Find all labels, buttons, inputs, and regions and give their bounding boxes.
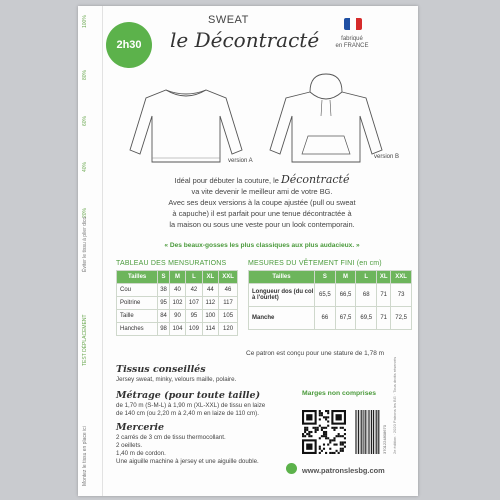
table-row [117,323,238,336]
table-cell: 95 [186,310,202,323]
table-cell: 114 [202,323,218,336]
finished-table-title: MESURES DU VÊTEMENT FINI (en cm) [248,260,382,267]
notion-item: Une aiguille machine à jersey et une aiguille double. [116,458,259,465]
table-cell: 90 [169,310,185,323]
table-row [249,284,412,307]
table-cell: 40 [169,284,185,297]
edition-note: 2e édition · 2020 Patrons les BG · Tous droits réservés [392,356,397,454]
yardage-text [116,402,316,418]
column-header: Tailles [117,271,158,284]
table-row [117,297,238,310]
version-b-label: version B [374,154,400,160]
table-cell: 69,5 [356,307,377,330]
column-header: Tailles [249,271,315,284]
yardage-line: de 1,70 m (S-M-L) à 1,90 m (XL-XXL) de tissu en laize [116,402,266,409]
tagline-quote: « Des beaux-gosses les plus classiques aux plus audacieux. » [164,242,360,249]
intro-line: à capuche) il est parfait pour une tenue décontractée à [172,209,352,218]
qr-code-icon[interactable] [302,410,346,454]
column-header: S [158,271,169,284]
table-cell: 84 [158,310,169,323]
table-cell: 38 [158,284,169,297]
intro-line1-text: Idéal pour débuter la couture, le [174,176,281,185]
scale-mark: 80% [82,69,88,80]
table-cell: 102 [169,297,185,310]
notion-item: 2 oeillets. [116,442,143,449]
table-cell: 105 [219,310,238,323]
row-label: Longueur dos (du col à l'ourlet) [249,284,315,307]
stature-note: Ce patron est conçu pour une stature de 1,78 m [246,350,385,357]
size-table-title: TABLEAU DES MENSURATIONS [116,260,227,267]
row-label: Cou [117,284,158,297]
barcode-number: 3701224808670 [382,425,387,454]
row-label: Hanches [117,323,158,336]
table-cell: 65,5 [315,284,336,307]
fabrics-title: Tissus conseillés [116,364,206,375]
table-cell: 112 [202,297,218,310]
pattern-subtitle: SWEAT [208,14,249,26]
table-header-row [117,271,238,284]
flag-red-band [356,18,362,30]
barcode-icon [354,410,380,454]
table-cell: 71 [377,284,391,307]
column-header: XXL [391,271,412,284]
time-badge: 2h30 [106,22,152,68]
size-chart-table [116,270,238,336]
side-measure-strip [78,6,103,496]
column-header: L [186,271,202,284]
notion-item: 1,40 m de cordon. [116,450,166,457]
column-header: XL [202,271,218,284]
scale-mark: 60% [82,115,88,126]
intro-line: Avec ses deux versions à la coupe ajustée (pull ou sweat [168,198,356,207]
column-header: L [356,271,377,284]
scale-mark: 100% [82,15,88,28]
table-cell: 68 [356,284,377,307]
column-header: M [169,271,185,284]
table-cell: 73 [391,284,412,307]
table-cell: 66 [315,307,336,330]
scale-mark: 40% [82,161,88,172]
intro-line: va vite devenir le meilleur ami de votre BG. [191,187,333,196]
table-cell: 109 [186,323,202,336]
intro-line: la maison ou sous une veste pour un look contemporain. [169,220,355,229]
notions-title: Mercerie [116,422,165,433]
website-link[interactable]: www.patronslesbg.com [302,466,385,475]
table-row [249,307,412,330]
table-cell: 67,5 [335,307,356,330]
notion-item: 2 carrés de 3 cm de tissu thermocollant. [116,434,226,441]
pattern-title: le Décontracté [170,28,320,52]
fabrique-line: en FRANCE [335,43,369,49]
seam-allowance-note: Marges non comprises [302,390,377,397]
table-cell: 46 [219,284,238,297]
fabrics-text: Jersey sweat, minky, velours maille, polaire. [116,376,237,383]
table-cell: 104 [169,323,185,336]
brand-logo-icon [286,463,297,474]
table-cell: 42 [186,284,202,297]
finished-measurements-table [248,270,412,330]
hoodie-version-b-illustration [266,72,386,166]
table-cell: 95 [158,297,169,310]
scale-mark: 20% [82,207,88,218]
column-header: M [335,271,356,284]
table-cell: 107 [186,297,202,310]
column-header: XL [377,271,391,284]
yardage-title: Métrage (pour toute taille) [116,390,261,401]
table-cell: 66,5 [335,284,356,307]
row-label: Poitrine [117,297,158,310]
table-cell: 44 [202,284,218,297]
column-header: S [315,271,336,284]
row-label: Manche [249,307,315,330]
intro-line [112,174,412,186]
side-note-top: Éviter le tissu à plier dico [82,216,88,272]
table-cell: 72,5 [391,307,412,330]
table-cell: 100 [202,310,218,323]
notions-list [116,434,316,466]
side-note-bottom: Montez le tissu en place ici [82,426,88,486]
sweater-version-a-illustration [126,84,246,166]
side-note-mid: TEST DÉPLACEMENT [82,314,88,366]
made-in-france-label [330,36,374,50]
table-cell: 98 [158,323,169,336]
french-flag-icon [344,18,362,30]
pattern-envelope-back [78,6,418,496]
yardage-line: de 140 cm (ou 2,20 m à 2,40 m en laize de 110 cm). [116,410,259,417]
table-cell: 120 [219,323,238,336]
table-row [117,310,238,323]
column-header: XXL [219,271,238,284]
table-row [117,284,238,297]
fabrique-line: fabriqué [341,36,363,42]
brand-name: Décontracté [280,173,350,186]
table-cell: 117 [219,297,238,310]
description-paragraph [112,174,412,230]
table-header-row [249,271,412,284]
version-a-label: version A [228,158,253,164]
table-cell: 71 [377,307,391,330]
row-label: Taille [117,310,158,323]
